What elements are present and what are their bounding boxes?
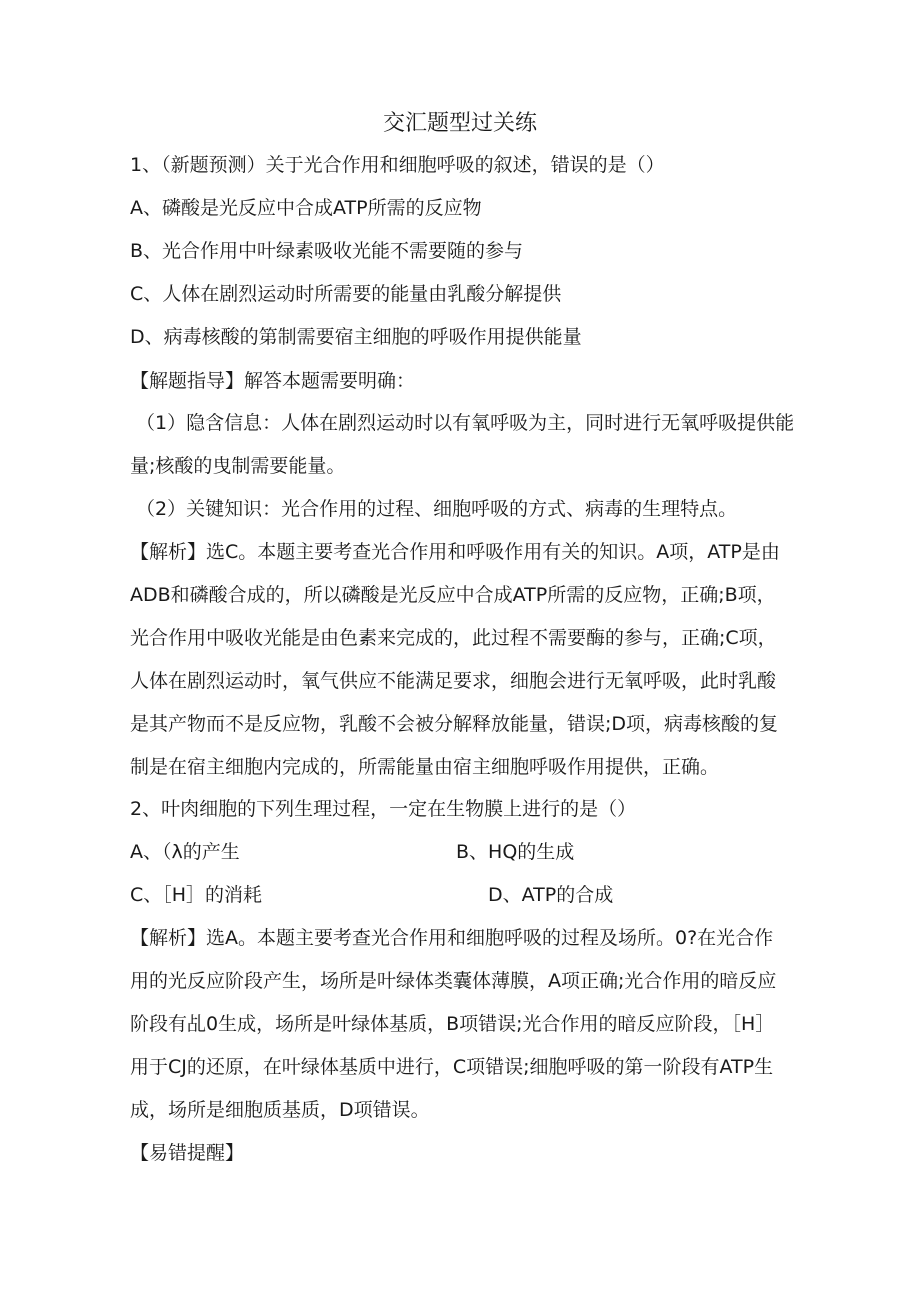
hint-line: （1）隐含信息：人体在剧烈运动时以有氧呼吸为主，同时进行无氧呼吸提供能 bbox=[136, 412, 795, 434]
answer-2-line: 用的光反应阶段产生，场所是叶绿体类囊体薄膜，A项正确;光合作用的暗反应 bbox=[130, 970, 777, 992]
answer-2-line: 阶段有乩0生成，场所是叶绿体基质，B项错误;光合作用的暗反应阶段，［H］ bbox=[130, 1013, 775, 1035]
error-reminder-heading: 【易错提醒】 bbox=[130, 1142, 245, 1164]
hint-line: 量;核酸的曳制需要能量。 bbox=[130, 455, 346, 477]
answer-2-line: 用于CJ的还原，在叶绿体基质中进行，C项错误;细胞呼吸的第一阶段有ATP生 bbox=[130, 1056, 774, 1078]
question-2-option-c: C、［H］的消耗 bbox=[130, 884, 263, 906]
question-1-option-a: A、磷酸是光反应中合成ATP所需的反应物 bbox=[130, 197, 482, 219]
answer-1-line: 制是在宿主细胞内完成的，所需能量由宿主细胞呼吸作用提供，正确。 bbox=[130, 756, 720, 778]
question-1-stem: 1、（新题预测）关于光合作用和细胞呼吸的叙述，错误的是（） bbox=[130, 154, 665, 176]
page-title: 交汇题型过关练 bbox=[382, 111, 537, 136]
answer-1-line: 人体在剧烈运动时，氧气供应不能满足要求，细胞会进行无氧呼吸，此时乳酸 bbox=[130, 670, 777, 692]
answer-1-line: ADB和磷酸合成的，所以磷酸是光反应中合成ATP所需的反应物，正确;B项， bbox=[130, 584, 776, 606]
hint-line: （2）关键知识：光合作用的过程、细胞呼吸的方式、病毒的生理特点。 bbox=[136, 498, 738, 520]
question-1-option-c: C、人体在剧烈运动时所需要的能量由乳酸分解提供 bbox=[130, 283, 562, 305]
answer-1-line: 是其产物而不是反应物，乳酸不会被分解释放能量，错误;D项，病毒核酸的复 bbox=[130, 713, 779, 735]
answer-2-line: 【解析】选A。本题主要考查光合作用和细胞呼吸的过程及场所。0?在光合作 bbox=[130, 927, 774, 949]
question-1-option-b: B、光合作用中叶绿素吸收光能不需要随的参与 bbox=[130, 240, 524, 262]
answer-2-line: 成，场所是细胞质基质，D项错误。 bbox=[130, 1099, 430, 1121]
question-1-option-d: D、病毒核酸的第制需要宿主细胞的呼吸作用提供能量 bbox=[130, 326, 582, 348]
question-2-option-b: B、HQ的生成 bbox=[456, 841, 575, 863]
answer-1-line: 【解析】选C。本题主要考查光合作用和呼吸作用有关的知识。A项，ATP是由 bbox=[130, 541, 780, 563]
hint-heading: 【解题指导】解答本题需要明确： bbox=[130, 370, 416, 392]
answer-1-line: 光合作用中吸收光能是由色素来完成的，此过程不需要酶的参与，正确;C项， bbox=[130, 627, 777, 649]
question-2-option-d: D、ATP的合成 bbox=[488, 884, 614, 906]
question-2-stem: 2、叶肉细胞的下列生理过程，一定在生物膜上进行的是（） bbox=[130, 798, 637, 820]
question-2-option-a: A、（λ的产生 bbox=[130, 841, 240, 863]
